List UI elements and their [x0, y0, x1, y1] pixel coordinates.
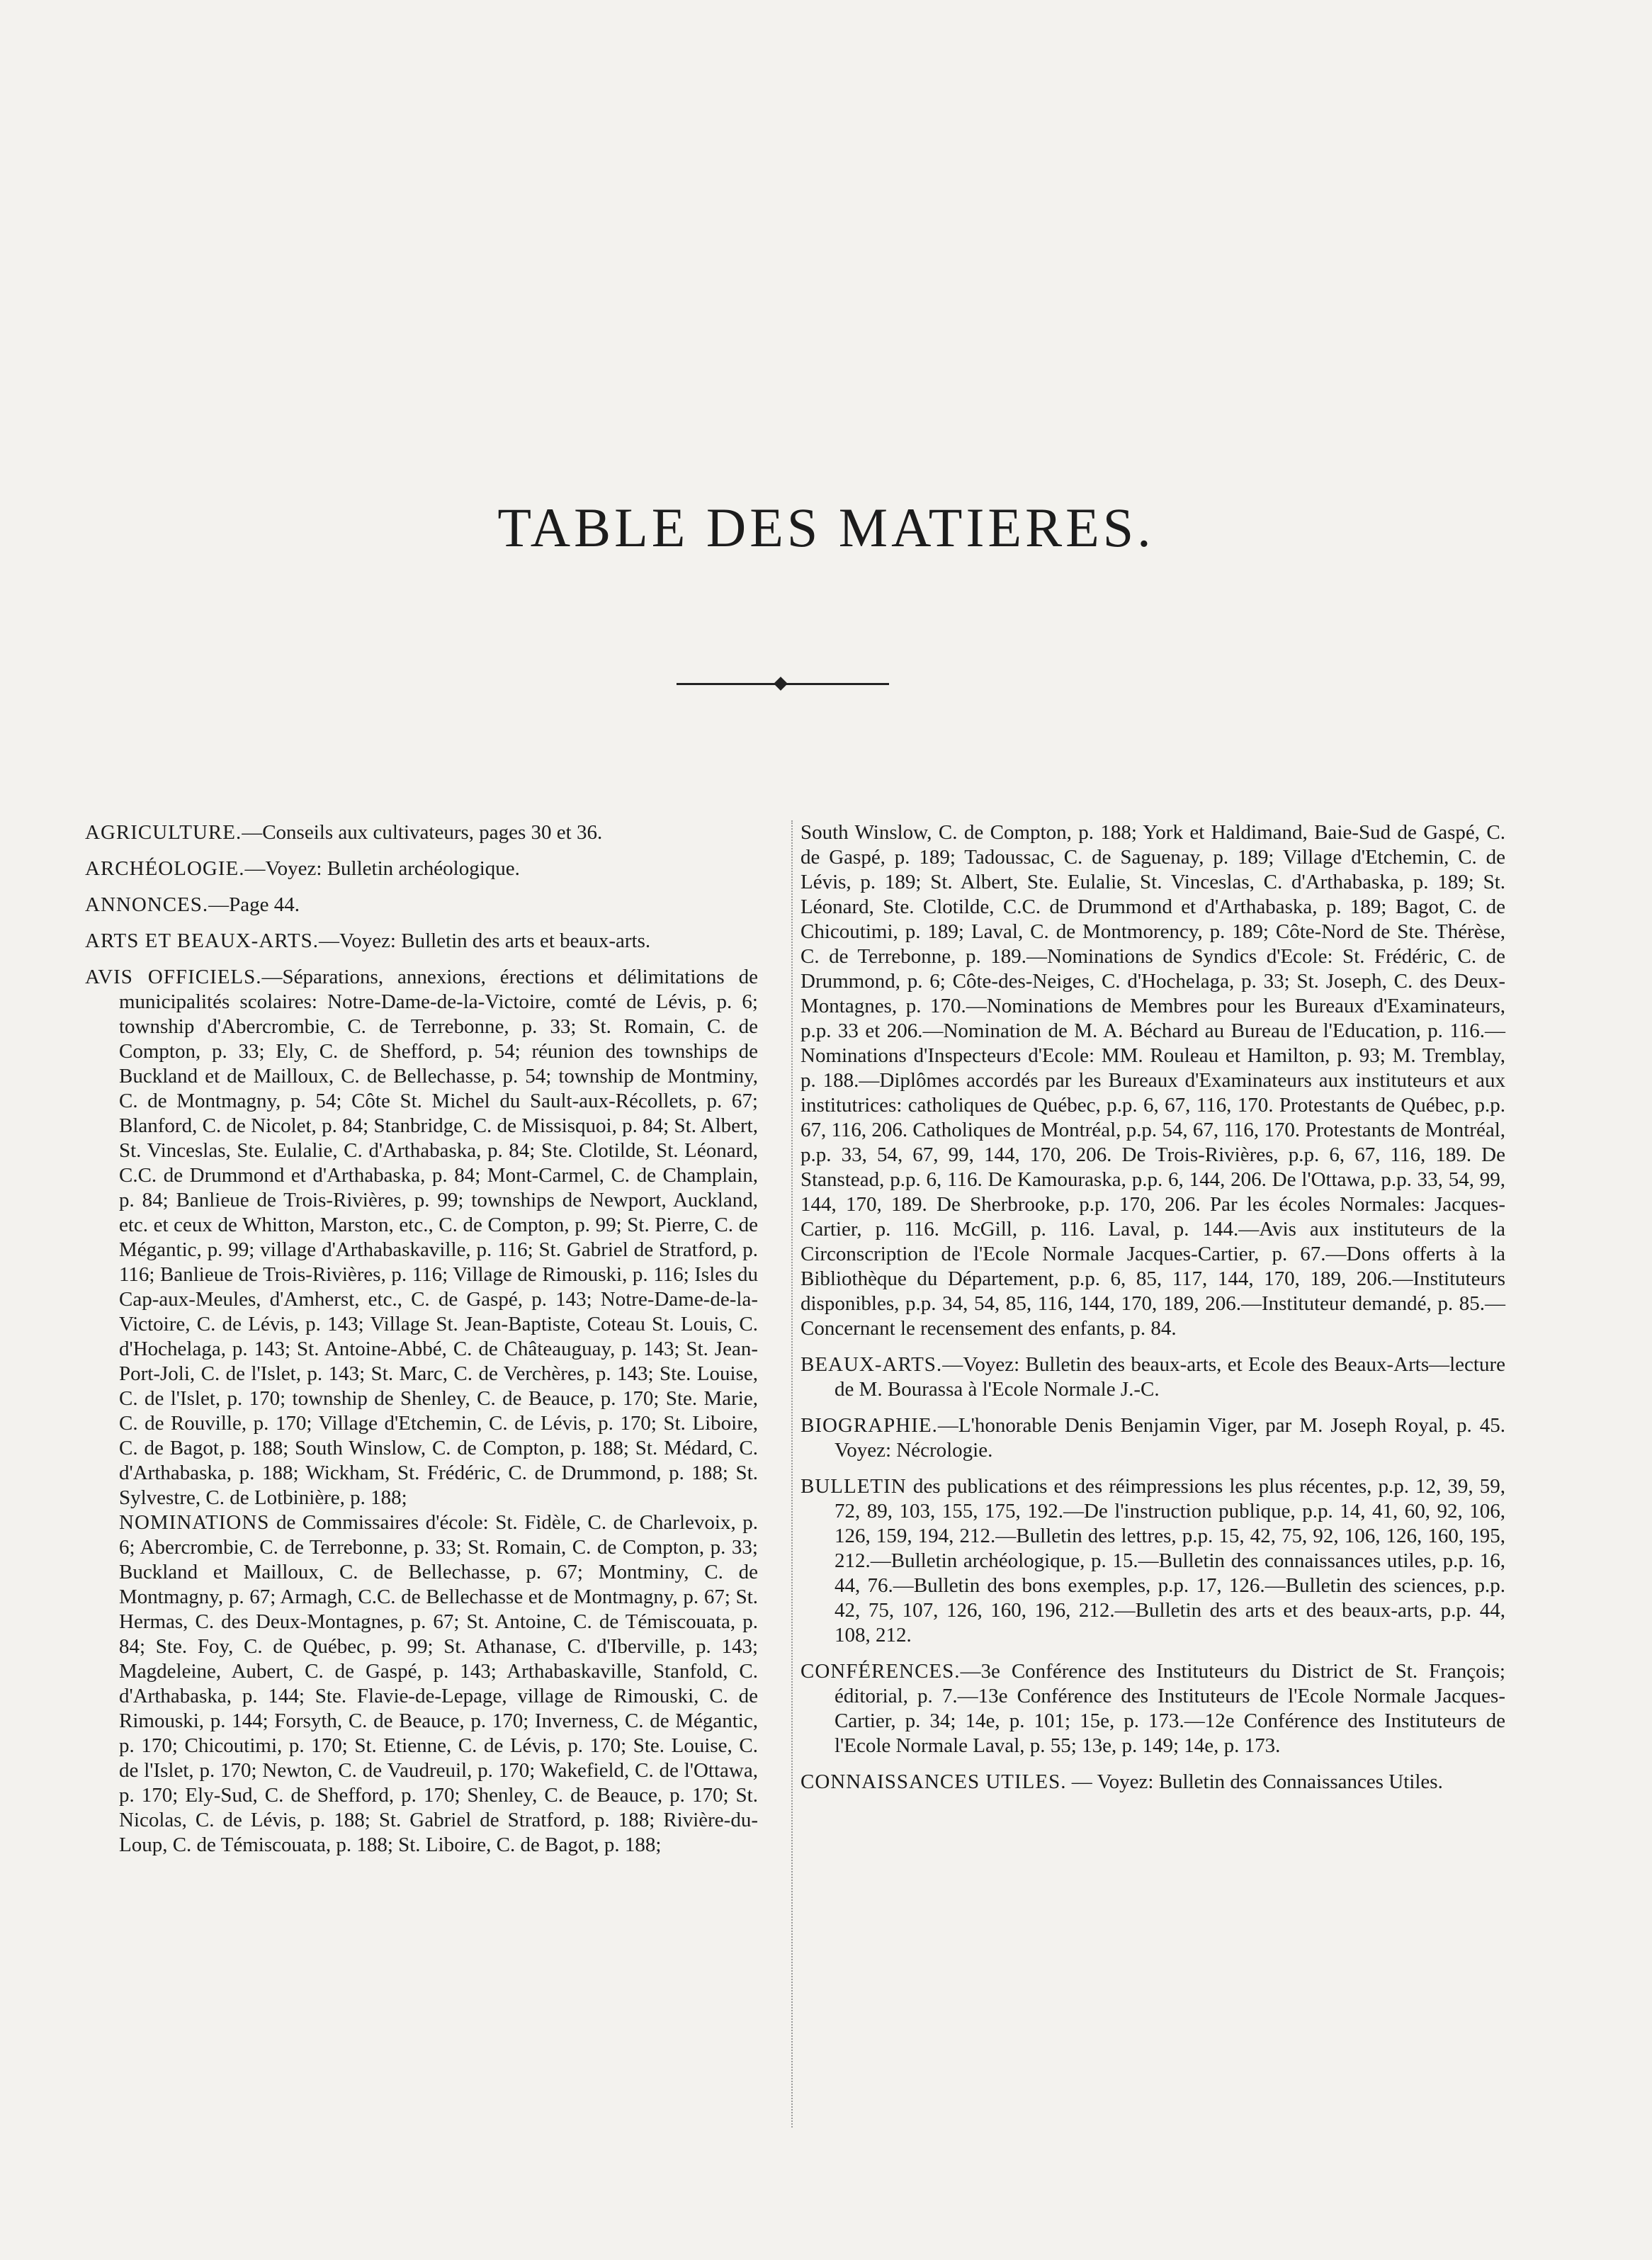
column-divider [791, 820, 793, 2128]
entry-heading: AGRICULTURE. [85, 821, 242, 844]
entry-text: —Séparations, annexions, érections et délimitations de municipalités scolaires: Notre-Dame-de-la-Victoire, comté de Lévis, p. 6; township d'Abercrombie, C. de Terrebonne, p. 33; St. Romain, C. de Compton, p. 33; Ely, C. de Shefford, p. 54; réunion des townships de Buckland et de Mailloux, C. de Bellechasse, p. 54; township de Montminy, C. de Montmagny, p. 54; Côte St. Michel du Sault-aux-Récollets, p. 67; Blanford, C. de Nicolet, p. 84; Stanbridge, C. de Missisquoi, p. 84; St. Albert, St. Vinceslas, Ste. Eulalie, C. d'Arthabaska, p. 84; Ste. Clotilde, St. Léonard, C.C. de Drummond et d'Arthabaska, p. 84; Mont-Carmel, C. de Champlain, p. 84; Banlieue de Trois-Rivières, p. 99; townships de Newport, Auckland, etc. et ceux de Whitton, Marston, etc., C. de Compton, p. 99; St. Pierre, C. de Mégantic, p. 99; village d'Arthabaskaville, p. 116; St. Gabriel de Stratford, p. 116; Banlieue de Trois-Rivières, p. 116; Village de Rimouski, p. 116; Isles du Cap-aux-Meules, d'Amherst, etc., C. de Gaspé, p. 143; Notre-Dame-de-la-Victoire, C. de Lévis, p. 143; Village St. Jean-Baptiste, Coteau St. Louis, C. d'Hochelaga, p. 143; St. Antoine-Abbé, C. de Châteauguay, p. 143; St. Jean-Port-Joli, C. de l'Islet, p. 143; St. Marc, C. de Verchères, p. 143; Ste. Louise, C. de l'Islet, p. 170; township de Shenley, C. de Beauce, p. 170; Ste. Marie, C. de Rouville, p. 170; Village d'Etchemin, C. de Lévis, p. 170; St. Liboire, C. de Bagot, p. 188; South Winslow, C. de Compton, p. 188; St. Médard, C. d'Arthabaska, p. 188; Wickham, St. Frédéric, C. de Drummond, p. 188; St. Sylvestre, C. de Lotbinière, p. 188; [119, 966, 758, 1509]
index-entry-arts [85, 929, 758, 954]
index-entry-avis-officiels [85, 965, 758, 1858]
entry-heading: BULLETIN [800, 1475, 907, 1498]
index-entry-archeologie [85, 857, 758, 881]
entry-heading: BIOGRAPHIE. [800, 1414, 938, 1437]
index-entry-biographie [800, 1413, 1505, 1463]
index-entry-annonces [85, 893, 758, 917]
entry-heading: CONFÉRENCES. [800, 1660, 961, 1683]
entry-heading: AVIS OFFICIELS. [85, 966, 262, 988]
entry-text: —Voyez: Bulletin des beaux-arts, et Ecole des Beaux-Arts—lecture de M. Bourassa à l'Ecole Normale J.-C. [835, 1353, 1505, 1401]
title-ornament-rule [677, 683, 889, 685]
entry-text: —Voyez: Bulletin archéologique. [244, 857, 520, 880]
index-entry-bulletin [800, 1474, 1505, 1648]
index-entry-connaissances [800, 1770, 1505, 1795]
page-title: TABLE DES MATIERES. [497, 497, 1155, 558]
entry-heading: ANNONCES. [85, 893, 209, 916]
entry-text: des publications et des réimpressions les plus récentes, p.p. 12, 39, 59, 72, 89, 103, 155, 175, 192.—De l'instruction publique, p.p. 14, 41, 60, 92, 106, 126, 159, 194, 212.—Bulletin des lettres, p.p. 15, 42, 75, 92, 106, 126, 160, 195, 212.—Bulletin archéologique, p. 15.—Bulletin des connaissances utiles, p.p. 16, 44, 76.—Bulletin des bons exemples, p.p. 17, 126.—Bulletin des sciences, p.p. 42, 75, 107, 126, 160, 196, 212.—Bulletin des arts et des beaux-arts, p.p. 44, 108, 212. [835, 1475, 1505, 1646]
left-column [85, 820, 758, 1858]
index-entry-continued [800, 820, 1505, 1341]
entry-text: —Voyez: Bulletin des arts et beaux-arts. [318, 930, 651, 952]
entry-text: —Page 44. [208, 893, 300, 916]
index-entry-beaux-arts [800, 1352, 1505, 1402]
entry-text: —L'honorable Denis Benjamin Viger, par M. Joseph Royal, p. 45. Voyez: Nécrologie. [835, 1414, 1505, 1462]
entry-heading: ARTS ET BEAUX-ARTS. [85, 930, 319, 952]
entry-subheading: NOMINATIONS [119, 1511, 270, 1534]
entry-heading: ARCHÉOLOGIE. [85, 857, 245, 880]
entry-text: South Winslow, C. de Compton, p. 188; York et Haldimand, Baie-Sud de Gaspé, C. de Gaspé, p. 189; Tadoussac, C. de Saguenay, p. 189; Village d'Etchemin, C. de Lévis, p. 189; St. Albert, Ste. Eulalie, St. Vinceslas, C. d'Arthabaska, p. 189; St. Léonard, Ste. Clotilde, C.C. de Drummond et d'Arthabaska, p. 189; Bagot, C. de Chicoutimi, p. 189; Laval, C. de Montmorency, p. 189; Côte-Nord de Ste. Thérèse, C. de Terrebonne, p. 189.—Nominations de Syndics d'Ecole: St. Frédéric, C. de Drummond, p. 6; Côte-des-Neiges, C. d'Hochelaga, p. 33; St. Joseph, C. des Deux-Montagnes, p. 170.—Nominations de Membres pour les Bureaux d'Examinateurs, p.p. 33 et 206.—Nomination de M. A. Béchard au Bureau de l'Education, p. 116.—Nominations d'Inspecteurs d'Ecole: MM. Rouleau et Hamilton, p. 93; M. Tremblay, p. 188.—Diplômes accordés par les Bureaux d'Examinateurs aux instituteurs et aux institutrices: catholiques de Québec, p.p. 6, 67, 116, 170. Protestants de Québec, p.p. 67, 116, 206. Catholiques de Montréal, p.p. 54, 67, 116, 170. Protestants de Montréal, p.p. 33, 54, 67, 99, 144, 170, 206. De Trois-Rivières, p.p. 6, 67, 116, 189. De Stanstead, p.p. 6, 116. De Kamouraska, p.p. 6, 144, 206. De l'Ottawa, p.p. 33, 54, 99, 144, 170, 189. De Sherbrooke, p.p. 170, 206. Par les écoles Normales: Jacques-Cartier, p. 116. McGill, p. 116. Laval, p. 144.—Avis aux instituteurs de la Circonscription de l'Ecole Normale Jacques-Cartier, p. 67.—Dons offerts à la Bibliothèque du Département, p.p. 6, 85, 117, 144, 170, 189, 206.—Instituteurs disponibles, p.p. 34, 54, 85, 116, 144, 170, 189, 206.—Instituteur demandé, p. 85.—Concernant le recensement des enfants, p. 84. [800, 821, 1506, 1340]
entry-text: —3e Conférence des Instituteurs du District de St. François; éditorial, p. 7.—13e Conférence des Instituteurs de l'Ecole Normale Jacques-Cartier, p. 34; 14e, p. 101; 15e, p. 173.—12e Conférence des Instituteurs de l'Ecole Normale Laval, p. 55; 13e, p. 149; 14e, p. 173. [835, 1660, 1505, 1757]
right-column [800, 820, 1505, 1806]
ornament-diamond-icon [774, 677, 788, 691]
index-entry-agriculture [85, 820, 758, 845]
entry-text: de Commissaires d'école: St. Fidèle, C. de Charlevoix, p. 6; Abercrombie, C. de Terrebonne, p. 33; St. Romain, C. de Compton, p. 33; Buckland et Mailloux, C. de Bellechasse, p. 67; Montminy, C. de Montmagny, p. 67; Armagh, C.C. de Bellechasse et de Montmagny, p. 67; St. Hermas, C. des Deux-Montagnes, p. 67; St. Antoine, C. de Témiscouata, p. 84; Ste. Foy, C. de Québec, p. 99; St. Athanase, C. d'Iberville, p. 143; Magdeleine, Aubert, C. de Gaspé, p. 143; Arthabaskaville, Stanfold, C. d'Arthabaska, p. 144; Ste. Flavie-de-Lepage, village de Rimouski, C. de Rimouski, p. 144; Forsyth, C. de Beauce, p. 170; Inverness, C. de Mégantic, p. 170; Chicoutimi, p. 170; St. Etienne, C. de Lévis, p. 170; Ste. Louise, C. de l'Islet, p. 170; Newton, C. de Vaudreuil, p. 170; Wakefield, C. de l'Ottawa, p. 170; Ely-Sud, C. de Shefford, p. 170; Shenley, C. de Beauce, p. 170; St. Nicolas, C. de Lévis, p. 188; St. Gabriel de Stratford, p. 188; Rivière-du-Loup, C. de Témiscouata, p. 188; St. Liboire, C. de Bagot, p. 188; [119, 1511, 758, 1856]
entry-text: —Conseils aux cultivateurs, pages 30 et 36. [242, 821, 603, 844]
entry-heading: CONNAISSANCES UTILES. [800, 1770, 1067, 1793]
entry-heading: BEAUX-ARTS. [800, 1353, 943, 1376]
entry-text: — Voyez: Bulletin des Connaissances Utiles. [1066, 1770, 1443, 1793]
index-entry-conferences [800, 1659, 1505, 1758]
